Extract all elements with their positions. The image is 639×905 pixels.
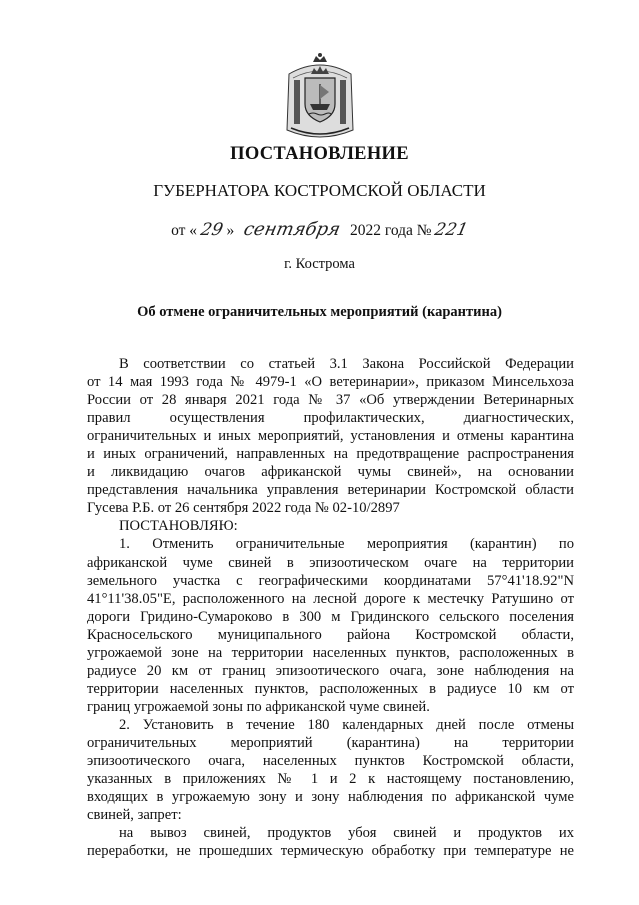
body-line: входящих в угрожаемую зону и зону наблюдения по африканской чуме [87,789,574,806]
coat-of-arms-emblem [283,52,357,144]
date-month-handwritten: сентября [241,219,343,240]
date-day-handwritten: 29 [198,220,225,240]
date-and-number-line [0,219,639,240]
date-year-text: 2022 года № [349,222,432,239]
date-prefix: от « [171,222,198,239]
document-number-handwritten: 221 [433,220,471,240]
body-line: земельного участка с географическими координатами 57°41'18.92"N [87,572,574,589]
body-line: ограничительных мероприятий (карантина) на территории [87,734,574,751]
body-line-item-1: 1. Отменить ограничительные мероприятия (карантин) по [119,536,574,553]
body-line: свиней, запрет: [87,807,182,824]
body-line: переработки, не прошедших термическую обработку при температуре не [87,843,574,860]
document-body [87,355,574,860]
body-line: границ угрожаемой зоны по африканской чуме свиней. [87,698,430,715]
body-line: правил осуществления профилактических, диагностических, [87,410,574,427]
body-line: ограничительных и иных мероприятий, установления и отмены карантина [87,428,574,445]
body-line: указанных в приложениях № 1 и 2 к настоящему постановлению, [87,771,574,788]
document-subject: Об отмене ограничительных мероприятий (карантина) [137,304,502,320]
body-line: радиусе 20 км от границ эпизоотического очага, зоне наблюдения на [87,662,574,679]
body-line: и ликвидацию очагов африканской чумы свиней», на основании [87,464,574,481]
issuing-authority: ГУБЕРНАТОРА КОСТРОМСКОЙ ОБЛАСТИ [153,181,486,200]
body-line: дороги Гридино-Сумароково в 300 м Гридинского сельского поселения [87,608,574,625]
body-line: 41°11'38.05"E, расположенного на лесной дороге к местечку Ратушино от [87,590,574,607]
date-day-close: » [226,222,235,239]
body-line-item-2: 2. Установить в течение 180 календарных дней после отмены [119,716,574,733]
body-line-decree: ПОСТАНОВЛЯЮ: [119,518,238,535]
body-line: от 14 мая 1993 года № 4979-1 «О ветеринарии», приказом Минсельхоза [87,374,574,391]
city-name: г. Кострома [284,256,355,272]
body-line: территории населенных пунктов, расположенных в радиусе 10 км от [87,680,574,697]
body-line: и иных ограничений, направленных на предотвращение распространения [87,446,574,463]
body-line: Красносельского муниципального района Костромской области, [87,626,574,643]
body-line: африканской чуме свиней в эпизоотическом очаге на территории [87,554,574,571]
body-line: эпизоотического очага, населенных пунктов Костромской области, [87,753,574,770]
document-title: ПОСТАНОВЛЕНИЕ [230,144,409,164]
body-line: В соответствии со статьей 3.1 Закона Российской Федерации [119,356,574,372]
body-line: России от 28 января 2021 года № 37 «Об утверждении Ветеринарных [87,392,574,409]
body-line: представления начальника управления ветеринарии Костромской области [87,482,574,499]
body-line: на вывоз свиней, продуктов убоя свиней и продуктов их [119,825,574,842]
body-line: угрожаемой зоне на территории населенных пунктов, расположенных в [87,644,574,661]
body-line: Гусева Р.Б. от 26 сентября 2022 года № 02-10/2897 [87,500,400,517]
